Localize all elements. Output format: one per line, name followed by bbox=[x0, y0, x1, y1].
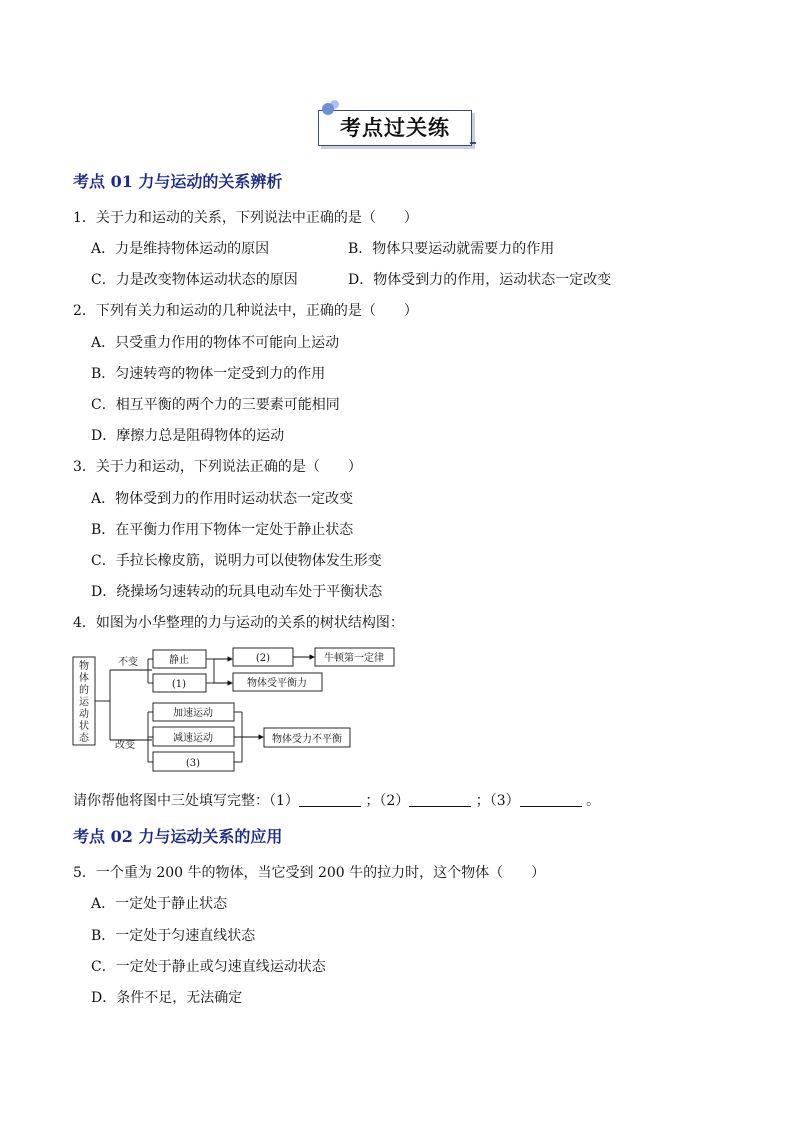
diagram-text-unbalanced: 物体受力不平衡 bbox=[272, 734, 342, 745]
diagram-text-blank-3: (3) bbox=[185, 758, 201, 769]
diagram-text-accel: 加速运动 bbox=[173, 708, 213, 719]
question-4-fill-in bbox=[73, 790, 600, 810]
title-decoration-line bbox=[470, 142, 476, 144]
fill-in-separator-1: ；（2） bbox=[365, 793, 410, 809]
diagram-root-char: 动 bbox=[79, 709, 89, 720]
question-1-option-c[interactable]: C．力是改变物体运动状态的原因 bbox=[91, 272, 298, 288]
blank-3-input[interactable] bbox=[520, 792, 582, 807]
diagram-root-char: 状 bbox=[79, 721, 89, 732]
question-1-stem: 1．关于力和运动的关系，下列说法中正确的是（ ） bbox=[73, 210, 418, 226]
diagram-label-changed: 改变 bbox=[115, 740, 135, 751]
fill-in-separator-2: ；（3） bbox=[475, 793, 520, 809]
fill-in-end: 。 bbox=[586, 793, 601, 809]
question-3-stem: 3．关于力和运动，下列说法正确的是（ ） bbox=[73, 459, 362, 475]
blank-1-input[interactable] bbox=[299, 792, 361, 807]
diagram-root-char: 态 bbox=[79, 733, 89, 744]
page-title: 考点过关练 bbox=[340, 116, 450, 140]
diagram-text-blank-2: (2) bbox=[255, 653, 271, 664]
diagram-text-blank-1: (1) bbox=[171, 679, 187, 690]
question-2-option-d[interactable]: D．摩擦力总是阻碍物体的运动 bbox=[91, 428, 285, 444]
diagram-root-label bbox=[79, 659, 90, 744]
question-5-option-b[interactable]: B．一定处于匀速直线状态 bbox=[91, 928, 256, 944]
diagram-root-char: 物 bbox=[79, 661, 89, 672]
question-1-option-b[interactable]: B．物体只要运动就需要力的作用 bbox=[348, 241, 555, 257]
question-5-option-d[interactable]: D．条件不足，无法确定 bbox=[91, 990, 243, 1006]
question-2-stem: 2．下列有关力和运动的几种说法中，正确的是（ ） bbox=[73, 303, 418, 319]
question-3-option-a[interactable]: A．物体受到力的作用时运动状态一定改变 bbox=[91, 491, 354, 507]
question-2-option-b[interactable]: B．匀速转弯的物体一定受到力的作用 bbox=[91, 366, 326, 382]
question-5-option-c[interactable]: C．一定处于静止或匀速直线运动状态 bbox=[91, 959, 326, 975]
question-1-option-a[interactable]: A．力是维持物体运动的原因 bbox=[91, 241, 270, 257]
question-5-stem: 5．一个重为 200 牛的物体，当它受到 200 牛的拉力时，这个物体（ ） bbox=[73, 865, 546, 881]
diagram-text-newton: 牛顿第一定律 bbox=[324, 653, 384, 664]
question-5-option-a[interactable]: A．一定处于静止状态 bbox=[91, 896, 228, 912]
title-decoration-dot bbox=[322, 103, 334, 115]
section-heading-1: 考点 01 力与运动的关系辨析 bbox=[73, 172, 283, 191]
question-1-option-d[interactable]: D．物体受到力的作用，运动状态一定改变 bbox=[348, 272, 612, 288]
question-2-option-a[interactable]: A．只受重力作用的物体不可能向上运动 bbox=[91, 335, 340, 351]
diagram-text-rest: 静止 bbox=[169, 655, 189, 666]
question-4-stem: 4．如图为小华整理的力与运动的关系的树状结构图： bbox=[73, 615, 404, 631]
diagram-root-char: 运 bbox=[79, 697, 89, 708]
diagram-text-balanced: 物体受平衡力 bbox=[247, 678, 307, 689]
diagram-label-unchanged: 不变 bbox=[118, 657, 138, 668]
question-2-option-c[interactable]: C．相互平衡的两个力的三要素可能相同 bbox=[91, 397, 340, 413]
diagram-root-char: 的 bbox=[79, 685, 89, 696]
question-3-option-c[interactable]: C．手拉长橡皮筋，说明力可以使物体发生形变 bbox=[91, 553, 382, 569]
question-3-option-d[interactable]: D．绕操场匀速转动的玩具电动车处于平衡状态 bbox=[91, 584, 383, 600]
section-heading-2: 考点 02 力与运动关系的应用 bbox=[73, 827, 283, 846]
page-title-box bbox=[318, 110, 472, 146]
fill-in-prefix: 请你帮他将图中三处填写完整：（1） bbox=[73, 793, 299, 809]
diagram-root-char: 体 bbox=[79, 673, 89, 684]
diagram-text-decel: 减速运动 bbox=[173, 733, 213, 744]
force-motion-tree-diagram bbox=[72, 645, 384, 775]
blank-2-input[interactable] bbox=[409, 792, 471, 807]
question-3-option-b[interactable]: B．在平衡力作用下物体一定处于静止状态 bbox=[91, 522, 354, 538]
